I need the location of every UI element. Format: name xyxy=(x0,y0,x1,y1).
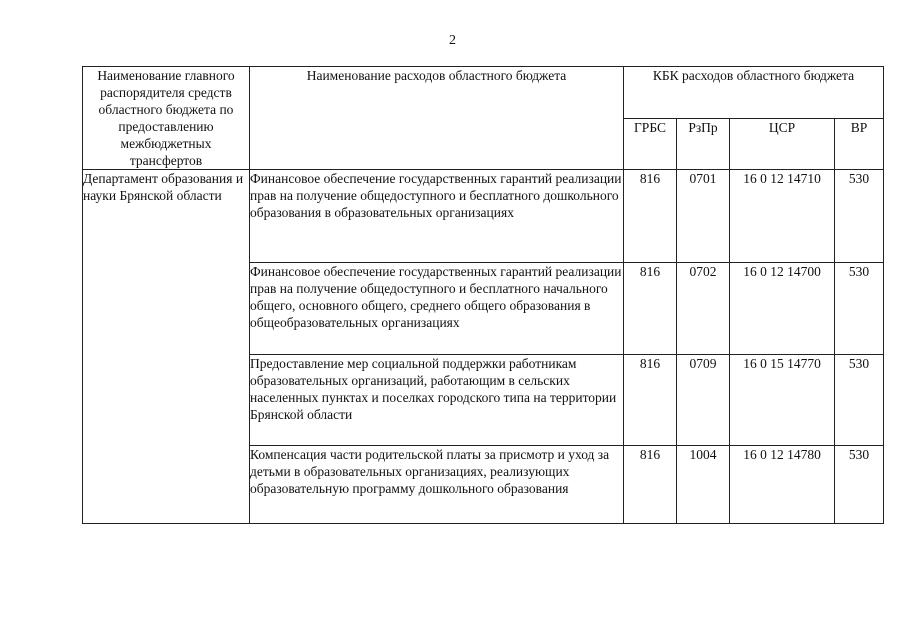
vr-cell: 530 xyxy=(835,446,884,524)
rzpr-cell: 0709 xyxy=(677,355,730,446)
header-kbk: КБК расходов областного бюджета xyxy=(624,67,884,119)
grbs-cell: 816 xyxy=(624,446,677,524)
vr-cell: 530 xyxy=(835,263,884,355)
rzpr-cell: 0702 xyxy=(677,263,730,355)
expense-name-cell: Компенсация части родительской платы за присмотр и уход за детьми в образовательных организациях, реализующих образовательную программу дошкольного образования xyxy=(250,446,624,524)
expense-name-cell: Предоставление мер социальной поддержки работникам образовательных организаций, работающим в сельских населенных пунктах и поселках городского типа на территории Брянской области xyxy=(250,355,624,446)
header-recipient: Наименование главного распорядителя средств областного бюджета по предоставлению межбюджетных трансфертов xyxy=(83,67,250,170)
rzpr-cell: 1004 xyxy=(677,446,730,524)
grbs-cell: 816 xyxy=(624,355,677,446)
vr-cell: 530 xyxy=(835,170,884,263)
expense-name-cell: Финансовое обеспечение государственных гарантий реализации прав на получение общедоступного и бесплатного начального общего, основного общего, среднего общего образования в общеобразовательных организациях xyxy=(250,263,624,355)
csr-cell: 16 0 12 14780 xyxy=(730,446,835,524)
expense-name-cell: Финансовое обеспечение государственных гарантий реализации прав на получение общедоступного и бесплатного дошкольного образования в образовательных организациях xyxy=(250,170,624,263)
csr-cell: 16 0 12 14700 xyxy=(730,263,835,355)
grbs-cell: 816 xyxy=(624,263,677,355)
header-vr: ВР xyxy=(835,118,884,170)
rzpr-cell: 0701 xyxy=(677,170,730,263)
header-csr: ЦСР xyxy=(730,118,835,170)
department-cell: Департамент образования и науки Брянской области xyxy=(83,170,250,524)
csr-cell: 16 0 15 14770 xyxy=(730,355,835,446)
budget-table xyxy=(82,66,884,524)
page-number: 2 xyxy=(449,33,456,48)
header-expense-name: Наименование расходов областного бюджета xyxy=(250,67,624,170)
header-grbs: ГРБС xyxy=(624,118,677,170)
vr-cell: 530 xyxy=(835,355,884,446)
header-rzpr: РзПр xyxy=(677,118,730,170)
table-row xyxy=(83,170,884,263)
csr-cell: 16 0 12 14710 xyxy=(730,170,835,263)
table-header-row xyxy=(83,67,884,119)
grbs-cell: 816 xyxy=(624,170,677,263)
